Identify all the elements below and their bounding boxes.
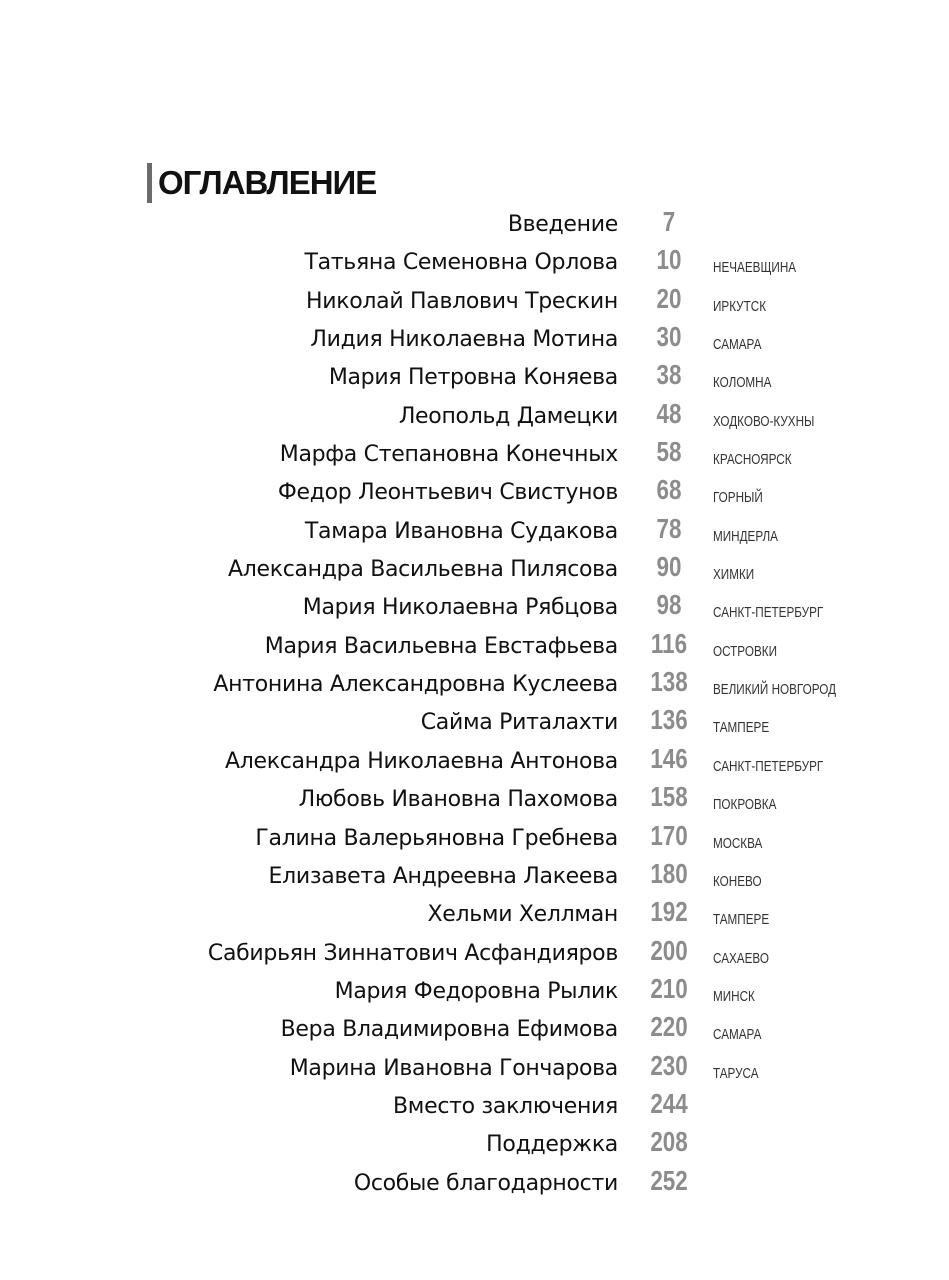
toc-entry[interactable] xyxy=(0,857,949,895)
toc-entry[interactable] xyxy=(0,397,949,435)
toc-page-number: 58 xyxy=(656,436,682,468)
toc-entry[interactable] xyxy=(0,703,949,741)
toc-entry[interactable] xyxy=(0,243,949,281)
toc-page-number: 244 xyxy=(650,1087,688,1119)
toc-page-number: 192 xyxy=(650,896,688,928)
toc-entry-place: КРАСНОЯРСК xyxy=(713,451,792,469)
toc-page-number: 208 xyxy=(650,1126,688,1158)
toc-entry-title: Марина Ивановна Гончарова xyxy=(289,1055,618,1081)
toc-entry-title: Мария Николаевна Рябцова xyxy=(302,595,618,621)
toc-page-number: 90 xyxy=(656,551,682,583)
toc-entry[interactable] xyxy=(0,512,949,550)
toc-entry-place: ПОКРОВКА xyxy=(713,796,777,814)
toc-entry-place: КОНЕВО xyxy=(713,872,762,890)
toc-entry-title: Особые благодарности xyxy=(353,1170,618,1196)
toc-entry-title: Александра Васильевна Пилясова xyxy=(227,557,618,583)
toc-entry-title: Галина Валерьяновна Гребнева xyxy=(255,825,618,851)
toc-entry-title: Лидия Николаевна Мотина xyxy=(310,327,618,353)
toc-entry-place: ТАРУСА xyxy=(713,1064,759,1082)
toc-entry-title: Татьяна Семеновна Орлова xyxy=(304,250,618,276)
toc-entry[interactable] xyxy=(0,627,949,665)
toc-page-number: 230 xyxy=(650,1049,688,1081)
toc-page-number: 138 xyxy=(650,666,688,698)
toc-entry-title: Федор Леонтьевич Свистунов xyxy=(277,480,618,506)
toc-entry-place: ВЕЛИКИЙ НОВГОРОД xyxy=(713,681,837,699)
toc-entry[interactable] xyxy=(0,320,949,358)
toc-page-number: 116 xyxy=(650,627,688,659)
heading-accent-bar xyxy=(147,163,152,203)
toc-page-number: 68 xyxy=(656,474,682,506)
toc-entry[interactable] xyxy=(0,282,949,320)
toc-entry-title: Марфа Степановна Конечных xyxy=(279,442,618,468)
toc-entry[interactable] xyxy=(0,1010,949,1048)
toc-entry-title: Сабирьян Зиннатович Асфандияров xyxy=(207,940,618,966)
toc-page-number: 180 xyxy=(650,857,688,889)
toc-entry-title: Вместо заключения xyxy=(393,1093,618,1119)
toc-entry[interactable] xyxy=(0,205,949,243)
toc-page-number: 78 xyxy=(656,512,682,544)
toc-entry[interactable] xyxy=(0,550,949,588)
toc-page-number: 136 xyxy=(650,704,688,736)
toc-page-number: 10 xyxy=(656,244,682,276)
toc-page-number: 252 xyxy=(650,1164,688,1196)
toc-page-number: 48 xyxy=(656,397,682,429)
toc-page-number: 170 xyxy=(650,819,688,851)
toc-entry-place: САМАРА xyxy=(713,1026,762,1044)
toc-page-number: 98 xyxy=(656,589,682,621)
table-of-contents xyxy=(0,205,949,1202)
toc-entry[interactable] xyxy=(0,1049,949,1087)
toc-entry-place: САНКТ-ПЕТЕРБУРГ xyxy=(713,604,824,622)
toc-entry[interactable] xyxy=(0,819,949,857)
toc-entry-place: НЕЧАЕВЩИНА xyxy=(713,259,797,277)
toc-page-number: 38 xyxy=(656,359,682,391)
toc-entry-place: ТАМПЕРЕ xyxy=(713,719,770,737)
toc-entry-place: ОСТРОВКИ xyxy=(713,642,777,660)
toc-entry-title: Антонина Александровна Куслеева xyxy=(213,672,618,698)
toc-entry[interactable] xyxy=(0,1164,949,1202)
toc-page-number: 7 xyxy=(662,206,676,237)
toc-entry-place: САНКТ-ПЕТЕРБУРГ xyxy=(713,757,824,775)
toc-entry-title: Введение xyxy=(507,212,618,237)
toc-page-number: 30 xyxy=(656,321,682,353)
toc-entry[interactable] xyxy=(0,588,949,626)
page-heading xyxy=(147,163,376,203)
toc-entry[interactable] xyxy=(0,1125,949,1163)
toc-entry-place: ХОДКОВО-КУХНЫ xyxy=(713,412,815,430)
toc-entry-title: Мария Васильевна Евстафьева xyxy=(264,633,618,659)
toc-entry-title: Мария Петровна Коняева xyxy=(328,365,618,391)
toc-page-number: 200 xyxy=(650,934,688,966)
toc-entry[interactable] xyxy=(0,934,949,972)
toc-entry-place: МОСКВА xyxy=(713,834,763,852)
toc-entry-place: КОЛОМНА xyxy=(713,374,772,392)
toc-entry[interactable] xyxy=(0,665,949,703)
toc-entry[interactable] xyxy=(0,435,949,473)
toc-entry-title: Поддержка xyxy=(486,1132,618,1158)
toc-page-number: 20 xyxy=(656,282,682,314)
toc-entry[interactable] xyxy=(0,780,949,818)
toc-entry-place: МИНДЕРЛА xyxy=(713,527,778,545)
toc-entry-place: ТАМПЕРЕ xyxy=(713,911,770,929)
toc-entry-title: Любовь Ивановна Пахомова xyxy=(298,787,618,813)
toc-entry-title: Тамара Ивановна Судакова xyxy=(304,518,618,544)
toc-entry-place: САХАЕВО xyxy=(713,949,769,967)
toc-entry-place: САМАРА xyxy=(713,336,762,354)
toc-entry-title: Леопольд Дамецки xyxy=(398,403,618,429)
toc-entry[interactable] xyxy=(0,358,949,396)
toc-page-number: 210 xyxy=(650,972,688,1004)
toc-entry[interactable] xyxy=(0,895,949,933)
toc-entry-title: Сайма Риталахти xyxy=(420,710,618,736)
toc-entry-place: МИНСК xyxy=(713,987,755,1005)
toc-entry[interactable] xyxy=(0,972,949,1010)
page-title: ОГЛАВЛЕНИЕ xyxy=(158,164,377,201)
toc-page-number: 146 xyxy=(650,742,688,774)
toc-entry-title: Мария Федоровна Рылик xyxy=(334,978,618,1004)
toc-entry[interactable] xyxy=(0,742,949,780)
toc-page-number: 220 xyxy=(650,1011,688,1043)
toc-entry-place: ИРКУТСК xyxy=(713,297,767,315)
toc-entry-place: ГОРНЫЙ xyxy=(713,489,763,507)
toc-entry-title: Николай Павлович Трескин xyxy=(306,288,618,314)
toc-entry[interactable] xyxy=(0,473,949,511)
toc-entry-place: ХИМКИ xyxy=(713,566,755,584)
toc-entry-title: Вера Владимировна Ефимова xyxy=(280,1017,618,1043)
toc-entry-title: Елизавета Андреевна Лакеева xyxy=(268,863,618,889)
toc-entry-title: Хельми Хеллман xyxy=(427,902,618,928)
toc-entry[interactable] xyxy=(0,1087,949,1125)
toc-page-number: 158 xyxy=(650,781,688,813)
toc-entry-title: Александра Николаевна Антонова xyxy=(224,748,618,774)
